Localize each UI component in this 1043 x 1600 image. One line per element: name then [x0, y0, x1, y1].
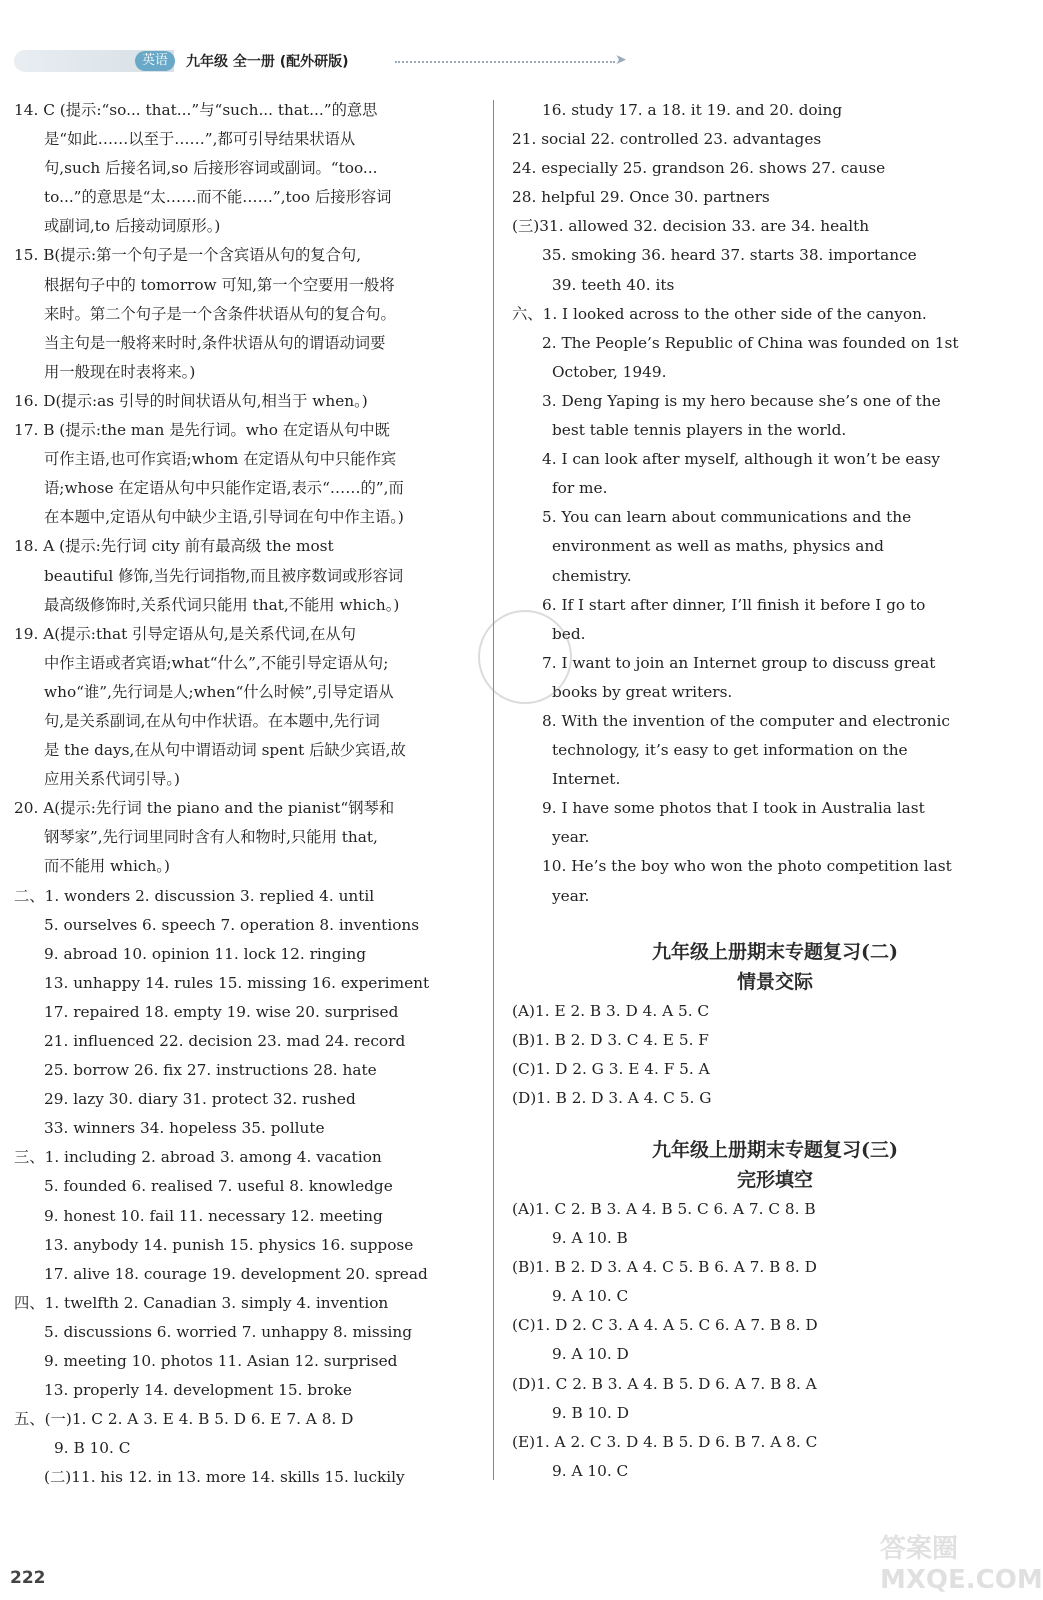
answer-line: (C)1. D 2. G 3. E 4. F 5. A [512, 1059, 710, 1078]
answer-line: 可作主语,也可作宾语;whom 在定语从句中只能作宾 [44, 450, 397, 469]
answer-line: 根据句子中的 tomorrow 可知,第一个空要用一般将 [44, 275, 395, 294]
answer-line: 或副词,to 后接动词原形。) [44, 217, 221, 236]
answer-line: 9. A 10. D [552, 1345, 629, 1364]
answer-line: 16. study 17. a 18. it 19. and 20. doing [542, 101, 843, 119]
answer-line: chemistry. [552, 566, 632, 585]
answer-line: 四、1. twelfth 2. Canadian 3. simply 4. invention [14, 1293, 389, 1312]
answer-line: (B)1. B 2. D 3. A 4. C 5. B 6. A 7. B 8. D [512, 1258, 817, 1277]
answer-line: 18. A (提示:先行词 city 前有最高级 the most [14, 537, 334, 556]
answer-line: Internet. [552, 770, 621, 789]
answer-line: 最高级修饰时,关系代词只能用 that,不能用 which。) [44, 595, 400, 614]
answer-line: (B)1. B 2. D 3. C 4. E 5. F [512, 1030, 709, 1049]
answer-line: 25. borrow 26. fix 27. instructions 28. hate [44, 1061, 377, 1080]
answer-line: 句,such 后接名词,so 后接形容词或副词。“too... [44, 159, 378, 178]
answer-line: 10. He’s the boy who won the photo competition last [542, 857, 952, 876]
answer-line: 在本题中,定语从句中缺少主语,引导词在句中作主语。) [44, 508, 404, 527]
section-subheading-dialogue: 情景交际 [736, 970, 813, 993]
answer-line: 9. A 10. C [552, 1287, 629, 1306]
answer-line: 9. B 10. C [54, 1439, 131, 1458]
answer-line: year. [552, 886, 590, 905]
answer-line: 而不能用 which。) [44, 857, 170, 876]
right-column [512, 96, 978, 1486]
column-divider [493, 100, 494, 1480]
answer-line: 13. anybody 14. punish 15. physics 16. suppose [44, 1235, 414, 1254]
answer-line: bed. [552, 624, 586, 643]
answer-line: 9. meeting 10. photos 11. Asian 12. surprised [44, 1352, 398, 1371]
page-number: 222 [10, 1568, 46, 1588]
answer-line: (D)1. C 2. B 3. A 4. B 5. D 6. A 7. B 8. A [512, 1374, 817, 1393]
page-header [0, 0, 996, 90]
answer-line: 33. winners 34. hopeless 35. pollute [44, 1119, 325, 1138]
answer-line: 15. B(提示:第一个句子是一个含宾语从句的复合句, [14, 246, 362, 265]
answer-line: 9. B 10. D [552, 1403, 630, 1422]
answer-line: October, 1949. [552, 362, 667, 381]
answer-line: 7. I want to join an Internet group to discuss great [542, 653, 936, 672]
answer-line: 17. repaired 18. empty 19. wise 20. surprised [44, 1002, 399, 1021]
answer-line: environment as well as maths, physics and [552, 537, 884, 556]
answer-line: 17. alive 18. courage 19. development 20. spread [44, 1264, 428, 1283]
answer-line: 19. A(提示:that 引导定语从句,是关系代词,在从句 [14, 624, 356, 643]
answer-line: 二、1. wonders 2. discussion 3. replied 4. until [14, 886, 375, 905]
answer-line: 13. unhappy 14. rules 15. missing 16. experiment [44, 973, 430, 992]
answer-line: (A)1. E 2. B 3. D 4. A 5. C [512, 1001, 710, 1020]
answer-line: (A)1. C 2. B 3. A 4. B 5. C 6. A 7. C 8. B [512, 1200, 816, 1218]
answer-line: 5. discussions 6. worried 7. unhappy 8. missing [44, 1322, 413, 1341]
answer-line: 21. influenced 22. decision 23. mad 24. record [44, 1032, 406, 1050]
answer-line: 3. Deng Yaping is my hero because she’s one of the [542, 391, 941, 410]
section-3-answers [512, 1195, 978, 1486]
answer-line: 9. A 10. C [552, 1461, 629, 1480]
answer-line: beautiful 修饰,当先行词指物,而且被序数词或形容词 [44, 566, 404, 585]
header-dotted-line [395, 61, 615, 63]
answer-line: (C)1. D 2. C 3. A 4. A 5. C 6. A 7. B 8. D [512, 1316, 818, 1335]
answer-line: 是“如此……以至于……”,都可引导结果状语从 [44, 130, 356, 149]
answer-line: 4. I can look after myself, although it won’t be easy [542, 450, 941, 469]
answer-line: 28. helpful 29. Once 30. partners [512, 188, 770, 207]
answer-line: 9. abroad 10. opinion 11. lock 12. ringing [44, 944, 366, 963]
answer-line: books by great writers. [552, 682, 733, 701]
answer-line: 5. ourselves 6. speech 7. operation 8. inventions [44, 915, 420, 934]
left-column [14, 96, 480, 1493]
answer-line: who“谁”,先行词是人;when“什么时候”,引导定语从 [44, 682, 394, 701]
answer-line: 句,是关系副词,在从句中作状语。在本题中,先行词 [44, 711, 380, 730]
answer-line: 39. teeth 40. its [552, 275, 675, 294]
answer-line: (E)1. A 2. C 3. D 4. B 5. D 6. B 7. A 8. C [512, 1432, 818, 1451]
answer-line: for me. [552, 479, 608, 498]
answer-line: 14. C (提示:“so... that...”与“such... that...”的意思 [14, 101, 378, 119]
watermark-stamp [478, 610, 572, 704]
answer-line: 5. founded 6. realised 7. useful 8. knowledge [44, 1177, 393, 1196]
subject-badge: 英语 [135, 51, 175, 71]
site-watermark: 答案圈 MXQE.COM [880, 1534, 1043, 1595]
answer-line: 应用关系代词引导。) [44, 770, 180, 789]
answer-line: 五、(一)1. C 2. A 3. E 4. B 5. D 6. E 7. A 8. D [14, 1410, 354, 1429]
answer-line: 21. social 22. controlled 23. advantages [512, 130, 822, 149]
answer-line: 2. The People’s Republic of China was founded on 1st [542, 333, 959, 352]
answer-line: 中作主语或者宾语;what“什么”,不能引导定语从句; [44, 653, 389, 672]
answer-line: 13. properly 14. development 15. broke [44, 1381, 352, 1400]
answer-line: 是 the days,在从句中谓语动词 spent 后缺少宾语,故 [44, 741, 406, 760]
answer-line: 24. especially 25. grandson 26. shows 27. cause [512, 159, 886, 178]
answer-line: 来时。第二个句子是一个含条件状语从句的复合句。 [44, 304, 396, 323]
section-subheading-cloze: 完形填空 [736, 1169, 813, 1191]
answer-line: 9. I have some photos that I took in Australia last [542, 799, 925, 818]
answer-line: 16. D(提示:as 引导的时间状语从句,相当于 when。) [14, 391, 368, 410]
section-heading-review-3: 九年级上册期末专题复习(三) [652, 1139, 898, 1161]
answer-line: best table tennis players in the world. [552, 421, 847, 440]
answer-line: 29. lazy 30. diary 31. protect 32. rushed [44, 1090, 356, 1109]
answer-line: 9. A 10. B [552, 1229, 628, 1248]
answer-line: 8. With the invention of the computer and electronic [542, 711, 950, 730]
answer-line: 钢琴家”,先行词里同时含有人和物时,只能用 that, [44, 828, 378, 847]
answer-line: 6. If I start after dinner, I’ll finish it before I go to [542, 595, 926, 614]
section-2-answers [512, 997, 978, 1113]
section-heading-review-2: 九年级上册期末专题复习(二) [652, 940, 898, 963]
answer-line: (二)11. his 12. in 13. more 14. skills 15. luckily [44, 1468, 405, 1487]
answer-line: 35. smoking 36. heard 37. starts 38. importance [542, 246, 917, 265]
answer-line: to...”的意思是“太……而不能……”,too 后接形容词 [44, 188, 392, 207]
answer-line: (D)1. B 2. D 3. A 4. C 5. G [512, 1088, 712, 1107]
answer-line: (三)31. allowed 32. decision 33. are 34. health [512, 217, 870, 236]
arrow-icon: ➤ [615, 52, 627, 68]
answer-line: technology, it’s easy to get information on the [552, 741, 908, 760]
answer-line: 三、1. including 2. abroad 3. among 4. vacation [14, 1148, 382, 1167]
answer-line: 17. B (提示:the man 是先行词。who 在定语从句中既 [14, 421, 390, 440]
book-title: 九年级 全一册 (配外研版) [186, 54, 349, 70]
right-answers [512, 96, 978, 911]
answer-line: 用一般现在时表将来。) [44, 362, 196, 381]
answer-line: 语;whose 在定语从句中只能作定语,表示“……的”,而 [44, 479, 404, 498]
answer-line: 当主句是一般将来时时,条件状语从句的谓语动词要 [44, 333, 386, 352]
answer-line: 20. A(提示:先行词 the piano and the pianist“钢琴和 [14, 799, 395, 818]
answer-line: year. [552, 828, 590, 847]
answer-line: 六、1. I looked across to the other side of the canyon. [512, 304, 927, 323]
answer-line: 5. You can learn about communications and the [542, 508, 912, 527]
answer-line: 9. honest 10. fail 11. necessary 12. meeting [44, 1206, 383, 1225]
